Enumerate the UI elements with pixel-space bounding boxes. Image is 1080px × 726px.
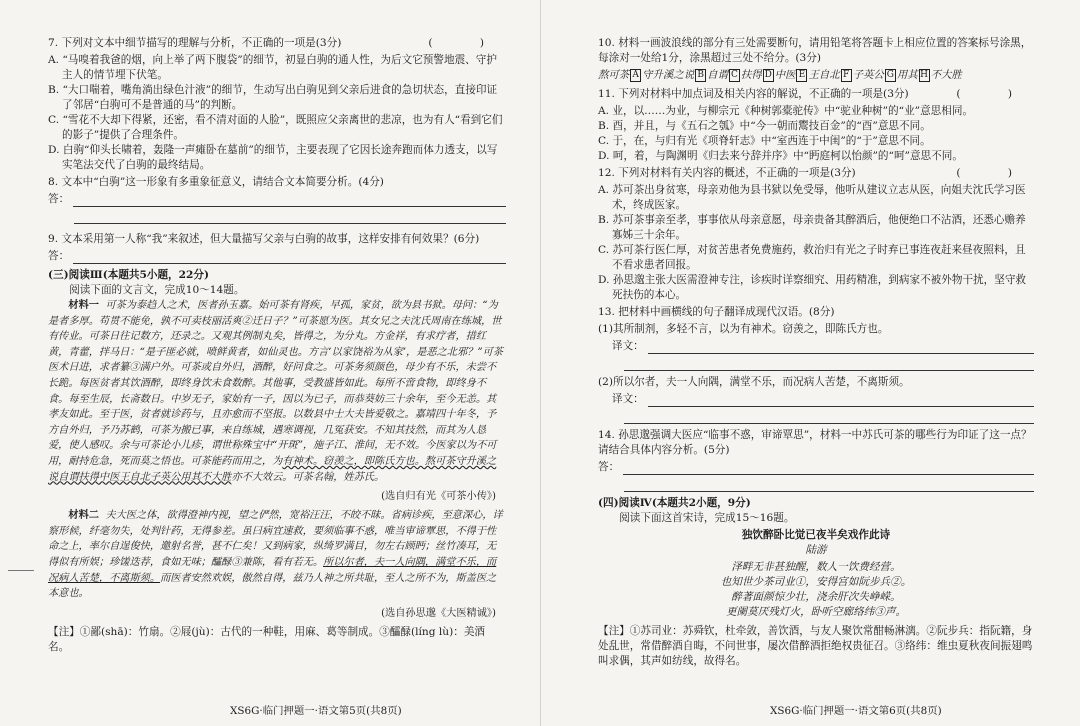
left-page <box>48 36 506 655</box>
q8-answer-line-2[interactable] <box>74 209 506 224</box>
q10-stem: 10. 材料一画波浪线的部分有三处需要断句，请用铅笔将答题卡上相应位置的答案标号涂黑，每涂对一处给1分，涂黑超过三处不给分。(3分) <box>598 37 1032 64</box>
q14-stem: 14. 孙思邈强调大医应“临事不惑，审谛覃思”，材料一中苏氏可茶的哪些行为印证了这一点？请结合具体内容分析。(5分) <box>598 429 1032 456</box>
q7-option-a: A. “马嗅着我爸的烟，向上举了两下腹袋”的细节，初显白驹的通人性，为后文它预警地震、守护主人的情节埋下伏笔。 <box>48 54 497 81</box>
q14-answer-area[interactable] <box>598 460 1034 475</box>
question-8 <box>48 175 506 190</box>
q13-1-translation-label: 译文： <box>612 340 644 352</box>
q10-seg-12: 子英公 <box>852 69 884 81</box>
material-2-label: 材料二 <box>68 509 99 522</box>
q10-segment-row <box>598 68 1034 83</box>
q13-1-translation-line-2[interactable] <box>624 356 1034 371</box>
q10-box-h[interactable]: H <box>920 69 929 80</box>
q12-stem: 12. 下列对材料有关内容的概述，不正确的一项是(3分) <box>598 167 856 179</box>
q8-answer-label: 答： <box>48 193 70 205</box>
q10-seg-16: 不大胜 <box>930 69 962 81</box>
q10-box-g[interactable]: G <box>886 69 894 80</box>
poem-line-1: 泽畔无非甚独醒，数人一饮费经营。 <box>731 561 901 573</box>
q10-box-e[interactable]: E <box>796 69 807 82</box>
material-2-source: (选自孙思邈《大医精诚》) <box>381 607 496 619</box>
q10-seg-10: 王自北 <box>808 69 840 81</box>
q8-answer-line[interactable] <box>73 194 506 207</box>
right-page <box>598 36 1034 669</box>
q14-answer-line-2[interactable] <box>624 477 1034 492</box>
q11-option-d: D. 呵，着，与陶渊明《归去来兮辞并序》中“眄庭柯以怡颜”的“呵”意思不同。 <box>598 150 963 162</box>
q7-option-d: D. 白驹“仰头长啸着，轰隆一声瘫卧在墓前”的细节，主要表现了它因长途奔跑而体力透支，以写实笔法交代了白驹的最终结局。 <box>48 144 498 171</box>
section-4-intro: 阅读下面这首宋诗，完成15～16题。 <box>619 512 795 524</box>
q12-option-c: C. 苏可茶行医仁厚，对贫苦患者免费施药，救治归有光之子时弃已事连夜赶来昼夜照料，且不看求患者回报。 <box>598 244 1026 271</box>
q8-answer-area[interactable] <box>48 192 506 207</box>
q12-option-b: B. 苏可茶事亲至孝，事事依从母亲意愿，母亲贵备其醉酒后，他便绝口不沾酒，还悉心赡养寡姊三十余年。 <box>598 214 1026 241</box>
q7-answer-bracket: ( ) <box>428 37 506 49</box>
q10-box-d[interactable]: D <box>764 69 772 80</box>
material-1 <box>48 298 506 485</box>
question-11 <box>598 87 1034 102</box>
q8-stem: 8. 文本中“白驹”这一形象有多重象征意义，请结合文本简要分析。(4分) <box>48 176 384 188</box>
question-10 <box>598 36 1034 66</box>
material-1-label: 材料一 <box>68 299 99 311</box>
material-1-text-b: 亦不大效云。可茶名翰，姓苏氏。 <box>231 471 385 483</box>
q10-seg-14: 用其 <box>896 69 918 81</box>
question-7 <box>48 36 506 51</box>
q10-box-b[interactable]: B <box>695 69 706 82</box>
q10-seg-2: 守升溪之说 <box>642 69 695 81</box>
q12-option-a: A. 苏可茶出身贫寒，母亲劝他为县书狱以免受辱，他听从建议立志从医，向姐夫沈氏学习医术，终成医家。 <box>598 184 1026 211</box>
q11-option-b: B. 酉，并且，与《五石之瓠》中“今一朝而鬻技百金”的“酉”意思不同。 <box>598 120 931 132</box>
material-2-text-b: 而医者安然欢娱，傲然自得，兹乃人神之所共耻，至人之所不为，斯盖医之本意也。 <box>48 572 497 600</box>
section-4-note: 【注】①苏司业：苏舜钦，杜牵敛，善饮酒，与友人聚饮常酣畅淋漓。②阮步兵：指阮籍，身处乱世，常借醉酒自晦，不问世事，屡次借醉酒拒绝权贵征召。③络纬：维虫夏秋夜间振翅鸣叫求偶，其声如纺线，故得名。 <box>598 625 1033 667</box>
section-3-note: 【注】①鄙(shā)：竹扇。②屐(jù)：古代的一种鞋，用麻、葛等制成。③醽醁(líng lù)：美酒名。 <box>48 625 486 653</box>
q11-stem: 11. 下列对材料中加点词及相关内容的解说，不正确的一项是(3分) <box>598 88 909 100</box>
q7-stem: 7. 下列对文本中细节描写的理解与分析，不正确的一项是(3分) <box>48 37 342 49</box>
material-2 <box>48 508 506 602</box>
q13-2-translation-label: 译文： <box>612 393 644 405</box>
q13-1-translation-line[interactable] <box>648 341 1034 354</box>
poem-author: 陆游 <box>805 544 827 556</box>
q13-sentence-1: (1)其所制剂，多轻不言，以为有神术。窃羡之，即陈氏方也。 <box>598 323 889 335</box>
material-2-text-a: 夫大医之体，欲得澄神内视，望之俨然，宽裕汪汪，不皎不昧。省病诊疾，至意深心，详察形候，纤毫勿失，处判针药，无得参差。虽曰病宜速救，要须临事不惑，唯当审谛覃思，不得于性命之上，率尔自逞俊快，邀射名誉，甚不仁矣！又到病家，纵绮罗满目，勿左右顾眄；丝竹凑耳，无得似有所娱；珍馐迭荐，食如无味；醽醁③兼陈，看有若无。 <box>48 510 503 568</box>
material-1-text-a: 可茶为泰趋人之术，医者孙玉嘉。始可茶有肾疾，早孤，家贫，欲为县书狱。母问：“为是者多厚。苟贯不能免，孰不可卖枝丽活爽②迁日子？”可茶愿为医。其女兄之夫沈氏周南在练城，世有传业。可茶日往记数方，还录之。又观其例制丸矣，皆得之，为分丸。方金祥，有求疗者，措红黄，青藿，拌马日：“是子匪必就，喷鲜黄者，如仙灵也。方言‘以家饶裕为从家’，是恶之北邪？”可茶医术日进，求者纂③满户外。可茶或自外归，酒醉，好问食之。可茶务须颜色，母少有不乐，未尝不长跪。每医贫者其饮酒醉，即终身饮未食数醉。其他事，受教盛皆如此。每所不啻食物，即终身不食。每至生辰，长斋数日。中岁无子，家始有一子，因以为已子，而恭葵妨三十余年，至今无恙。其孝友如此。至于医，贫者就诊药与，且亦愈而不坚报。以数县中士大夫皆爱敬之。嘉靖四十年冬，予方自外归，予乃苏鹤，可茶为搬已事，来自练城，遇寒调视，几冤获安。不知其技然，而其为人恳爱，使人感叹。余与可茶论小儿疹，谓世称殊宝中“开斑”，施子江、淮间，无不效。今医家以为不可用，耐持危急，死而莫之悟也。可茶能药而用之，为 <box>48 300 503 467</box>
question-12 <box>598 166 1034 181</box>
q13-stem: 13. 把材料中画横线的句子翻译成现代汉语。(8分) <box>598 306 835 318</box>
poem-line-3: 醉著面颜惊少壮，浇余肝次失峥嵘。 <box>731 591 901 603</box>
q14-answer-label: 答： <box>598 461 620 473</box>
q10-box-c[interactable]: C <box>729 69 740 82</box>
q13-2-translation-line-2[interactable] <box>624 409 1034 424</box>
poem-line-2: 也知世少茶司业①，安得宫如阮步兵②。 <box>720 576 912 588</box>
q10-seg-0: 熬可茶 <box>598 69 630 81</box>
q9-answer-label: 答： <box>48 250 70 262</box>
question-13 <box>598 305 1034 320</box>
q12-option-d: D. 孙思邈主张大医需澄神专注，诊疾时详察细究、用药精准，到病家不被外物干扰，坚守救死扶伤的本心。 <box>598 274 1027 301</box>
section-3-title: (三)阅读Ⅲ(本题共5小题，22分) <box>48 269 210 281</box>
q9-answer-line[interactable] <box>73 251 506 264</box>
q10-seg-6: 扶得 <box>740 69 762 81</box>
q9-stem: 9. 文本采用第一人称“我”来叙述，但大量描写父亲与白驹的故事，这样安排有何效果？(6分) <box>48 233 480 245</box>
q13-1-translation-area[interactable] <box>598 339 1034 354</box>
q12-answer-bracket: ( ) <box>956 167 1034 179</box>
q7-option-c: C. “雪花不大却下得紧，还密，看不清对面的人脸”，既照应父亲离世的悲凉，也为有人“看到它们的影子”提供了合理条件。 <box>48 114 503 141</box>
section-3-intro: 阅读下面的文言文，完成10～14题。 <box>69 284 245 296</box>
q9-answer-area[interactable] <box>48 249 506 264</box>
q13-2-translation-area[interactable] <box>598 392 1034 407</box>
q10-seg-4: 自谓 <box>707 69 728 81</box>
question-9 <box>48 232 506 247</box>
material-1-source: (选自归有光《可茶小传》) <box>381 491 496 503</box>
left-page-footer: XS6G·临门押题一·语文第5页(共8页) <box>230 705 402 717</box>
q10-box-f[interactable]: F <box>841 69 852 82</box>
q7-option-b: B. “大口喘着，嘴角淌出绿色汁液”的细节，生动写出白驹见到父亲后进食的急切状态，直接印证了邻居“白驹可不是普通的马”的判断。 <box>48 84 498 111</box>
poem-line-4: 更阑莫厌残灯火，卧听空廊络纬③声。 <box>725 606 907 618</box>
section-4-title: (四)阅读Ⅳ(本题共2小题，9分) <box>598 497 751 509</box>
material-1-wavy-passage: 有神术。窃羡之，即陈氏方也。熬可茶守升溪之说自谓扶得中医王自北子英公用其不大胜 <box>48 455 497 483</box>
q11-option-c: C. 于，在，与归有光《项脊轩志》中“室西连于中闺”的“于”意思不同。 <box>598 135 931 147</box>
page-fold-divider <box>540 0 541 726</box>
q13-sentence-2: (2)所以尔者，夫一人向隅，满堂不乐，而况病人苦楚，不离斯须。 <box>598 376 910 388</box>
q10-seg-8: 中医 <box>774 69 796 81</box>
q11-option-a: A. 业，以……为业，与柳宗元《种树郭橐驼传》中“驼业种树”的“业”意思相同。 <box>598 105 974 117</box>
q10-box-a[interactable]: A <box>630 69 641 82</box>
q13-2-translation-line[interactable] <box>648 394 1034 407</box>
margin-mark <box>8 570 34 571</box>
material-2-underlined-sentence: 所以尔者，夫一人向隅，满堂不乐，而况病人苦楚，不离斯须。 <box>48 556 497 584</box>
poem-title: 独饮醉卧比觉已夜半矣戏作此诗 <box>741 529 891 541</box>
right-page-footer: XS6G·临门押题一·语文第6页(共8页) <box>770 705 942 717</box>
q14-answer-line[interactable] <box>623 462 1034 475</box>
q11-answer-bracket: ( ) <box>956 88 1034 100</box>
question-14 <box>598 428 1034 458</box>
